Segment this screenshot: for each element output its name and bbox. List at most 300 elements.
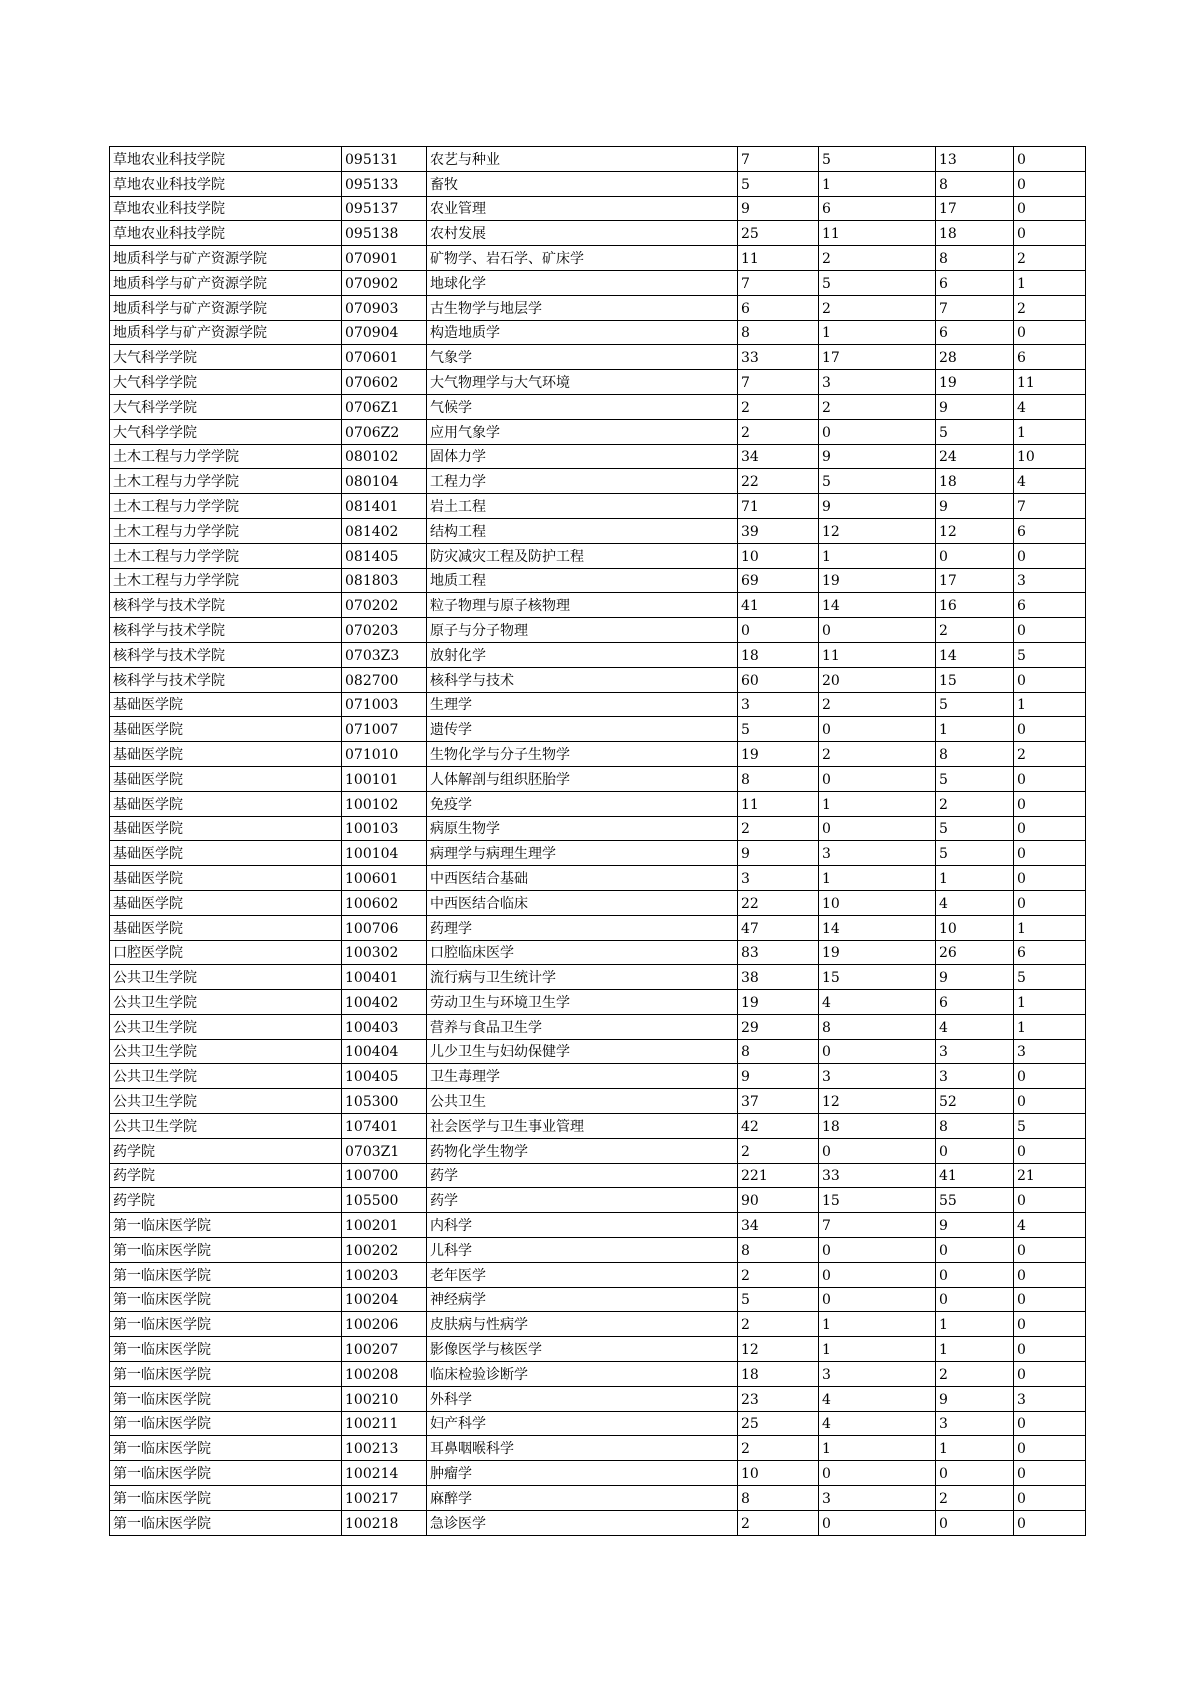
- value-cell-1: 39: [738, 518, 819, 543]
- value-cell-1: 22: [738, 890, 819, 915]
- college-cell: 口腔医学院: [110, 940, 342, 965]
- table-row: [110, 1039, 1086, 1064]
- program-name-cell: 药学: [427, 1188, 738, 1213]
- value-cell-2: 9: [819, 494, 936, 519]
- table-row: [110, 1089, 1086, 1114]
- value-cell-3: 3: [936, 1039, 1014, 1064]
- college-cell: 基础医学院: [110, 816, 342, 841]
- table-row: [110, 147, 1086, 172]
- value-cell-4: 0: [1014, 1287, 1086, 1312]
- value-cell-4: 0: [1014, 866, 1086, 891]
- value-cell-3: 2: [936, 791, 1014, 816]
- program-name-cell: 公共卫生: [427, 1089, 738, 1114]
- value-cell-2: 15: [819, 965, 936, 990]
- value-cell-3: 28: [936, 345, 1014, 370]
- value-cell-1: 22: [738, 469, 819, 494]
- program-name-cell: 固体力学: [427, 444, 738, 469]
- college-cell: 第一临床医学院: [110, 1461, 342, 1486]
- college-cell: 核科学与技术学院: [110, 642, 342, 667]
- table-row: [110, 667, 1086, 692]
- program-code-cell: 100206: [342, 1312, 427, 1337]
- value-cell-1: 10: [738, 543, 819, 568]
- value-cell-4: 0: [1014, 1337, 1086, 1362]
- value-cell-3: 4: [936, 890, 1014, 915]
- program-code-cell: 071007: [342, 717, 427, 742]
- value-cell-4: 0: [1014, 1089, 1086, 1114]
- value-cell-4: 7: [1014, 494, 1086, 519]
- program-code-cell: 080104: [342, 469, 427, 494]
- program-code-cell: 100208: [342, 1362, 427, 1387]
- value-cell-1: 42: [738, 1114, 819, 1139]
- value-cell-3: 19: [936, 370, 1014, 395]
- value-cell-4: 3: [1014, 1386, 1086, 1411]
- value-cell-3: 8: [936, 246, 1014, 271]
- program-name-cell: 中西医结合临床: [427, 890, 738, 915]
- program-name-cell: 神经病学: [427, 1287, 738, 1312]
- table-row: [110, 791, 1086, 816]
- table-row: [110, 1411, 1086, 1436]
- college-cell: 第一临床医学院: [110, 1411, 342, 1436]
- value-cell-1: 2: [738, 1436, 819, 1461]
- value-cell-3: 10: [936, 915, 1014, 940]
- value-cell-4: 0: [1014, 618, 1086, 643]
- college-cell: 大气科学学院: [110, 394, 342, 419]
- value-cell-4: 0: [1014, 890, 1086, 915]
- value-cell-4: 1: [1014, 419, 1086, 444]
- table-row: [110, 915, 1086, 940]
- table-row: [110, 370, 1086, 395]
- program-name-cell: 原子与分子物理: [427, 618, 738, 643]
- table-row: [110, 1337, 1086, 1362]
- table-row: [110, 1114, 1086, 1139]
- value-cell-3: 5: [936, 692, 1014, 717]
- value-cell-1: 2: [738, 419, 819, 444]
- value-cell-1: 47: [738, 915, 819, 940]
- program-name-cell: 皮肤病与性病学: [427, 1312, 738, 1337]
- value-cell-4: 0: [1014, 1238, 1086, 1263]
- value-cell-3: 1: [936, 866, 1014, 891]
- program-name-cell: 结构工程: [427, 518, 738, 543]
- program-name-cell: 外科学: [427, 1386, 738, 1411]
- table-row: [110, 196, 1086, 221]
- table-row: [110, 841, 1086, 866]
- program-code-cell: 100602: [342, 890, 427, 915]
- table-row: [110, 320, 1086, 345]
- value-cell-2: 4: [819, 990, 936, 1015]
- program-code-cell: 100213: [342, 1436, 427, 1461]
- college-cell: 药学院: [110, 1138, 342, 1163]
- value-cell-1: 7: [738, 270, 819, 295]
- value-cell-2: 0: [819, 1287, 936, 1312]
- program-code-cell: 100210: [342, 1386, 427, 1411]
- value-cell-3: 4: [936, 1014, 1014, 1039]
- value-cell-1: 3: [738, 866, 819, 891]
- program-name-cell: 儿少卫生与妇幼保健学: [427, 1039, 738, 1064]
- program-code-cell: 100217: [342, 1486, 427, 1511]
- college-cell: 地质科学与矿产资源学院: [110, 295, 342, 320]
- program-name-cell: 麻醉学: [427, 1486, 738, 1511]
- college-cell: 土木工程与力学学院: [110, 543, 342, 568]
- program-name-cell: 防灾减灾工程及防护工程: [427, 543, 738, 568]
- value-cell-4: 0: [1014, 320, 1086, 345]
- value-cell-1: 2: [738, 816, 819, 841]
- program-code-cell: 081405: [342, 543, 427, 568]
- value-cell-1: 23: [738, 1386, 819, 1411]
- program-code-cell: 100405: [342, 1064, 427, 1089]
- value-cell-2: 1: [819, 866, 936, 891]
- value-cell-1: 2: [738, 394, 819, 419]
- value-cell-2: 2: [819, 394, 936, 419]
- value-cell-2: 14: [819, 593, 936, 618]
- table-row: [110, 543, 1086, 568]
- program-code-cell: 070901: [342, 246, 427, 271]
- value-cell-4: 2: [1014, 742, 1086, 767]
- value-cell-2: 19: [819, 568, 936, 593]
- college-cell: 第一临床医学院: [110, 1386, 342, 1411]
- table-body: [110, 147, 1086, 1536]
- value-cell-4: 4: [1014, 394, 1086, 419]
- table-row: [110, 1213, 1086, 1238]
- program-name-cell: 妇产科学: [427, 1411, 738, 1436]
- value-cell-2: 0: [819, 419, 936, 444]
- value-cell-3: 8: [936, 1114, 1014, 1139]
- value-cell-1: 60: [738, 667, 819, 692]
- program-code-cell: 071003: [342, 692, 427, 717]
- value-cell-1: 19: [738, 990, 819, 1015]
- value-cell-1: 9: [738, 1064, 819, 1089]
- program-code-cell: 070902: [342, 270, 427, 295]
- table-row: [110, 593, 1086, 618]
- program-code-cell: 100102: [342, 791, 427, 816]
- program-code-cell: 100207: [342, 1337, 427, 1362]
- value-cell-4: 6: [1014, 345, 1086, 370]
- value-cell-4: 5: [1014, 1114, 1086, 1139]
- value-cell-2: 19: [819, 940, 936, 965]
- table-row: [110, 965, 1086, 990]
- college-cell: 土木工程与力学学院: [110, 568, 342, 593]
- value-cell-3: 3: [936, 1064, 1014, 1089]
- program-name-cell: 药物化学生物学: [427, 1138, 738, 1163]
- college-cell: 大气科学学院: [110, 370, 342, 395]
- value-cell-1: 41: [738, 593, 819, 618]
- college-cell: 第一临床医学院: [110, 1486, 342, 1511]
- value-cell-1: 11: [738, 791, 819, 816]
- value-cell-3: 3: [936, 1411, 1014, 1436]
- value-cell-3: 55: [936, 1188, 1014, 1213]
- value-cell-3: 24: [936, 444, 1014, 469]
- program-code-cell: 100201: [342, 1213, 427, 1238]
- college-cell: 大气科学学院: [110, 345, 342, 370]
- table-row: [110, 1238, 1086, 1263]
- college-cell: 基础医学院: [110, 717, 342, 742]
- program-name-cell: 流行病与卫生统计学: [427, 965, 738, 990]
- value-cell-2: 0: [819, 766, 936, 791]
- value-cell-2: 3: [819, 1362, 936, 1387]
- value-cell-2: 2: [819, 742, 936, 767]
- value-cell-3: 14: [936, 642, 1014, 667]
- value-cell-3: 8: [936, 171, 1014, 196]
- value-cell-1: 8: [738, 1039, 819, 1064]
- program-name-cell: 核科学与技术: [427, 667, 738, 692]
- program-code-cell: 100402: [342, 990, 427, 1015]
- value-cell-2: 4: [819, 1411, 936, 1436]
- value-cell-2: 17: [819, 345, 936, 370]
- value-cell-3: 9: [936, 1386, 1014, 1411]
- program-code-cell: 095131: [342, 147, 427, 172]
- value-cell-2: 1: [819, 1436, 936, 1461]
- value-cell-2: 4: [819, 1386, 936, 1411]
- value-cell-2: 7: [819, 1213, 936, 1238]
- program-name-cell: 内科学: [427, 1213, 738, 1238]
- program-code-cell: 100214: [342, 1461, 427, 1486]
- value-cell-3: 16: [936, 593, 1014, 618]
- value-cell-3: 0: [936, 543, 1014, 568]
- value-cell-3: 9: [936, 965, 1014, 990]
- value-cell-2: 12: [819, 518, 936, 543]
- program-code-cell: 070202: [342, 593, 427, 618]
- college-cell: 第一临床医学院: [110, 1213, 342, 1238]
- program-code-cell: 095137: [342, 196, 427, 221]
- value-cell-1: 2: [738, 1510, 819, 1535]
- value-cell-4: 1: [1014, 692, 1086, 717]
- program-name-cell: 卫生毒理学: [427, 1064, 738, 1089]
- program-name-cell: 生物化学与分子生物学: [427, 742, 738, 767]
- program-name-cell: 免疫学: [427, 791, 738, 816]
- college-cell: 基础医学院: [110, 866, 342, 891]
- table-row: [110, 1163, 1086, 1188]
- value-cell-4: 6: [1014, 518, 1086, 543]
- program-name-cell: 药理学: [427, 915, 738, 940]
- program-name-cell: 社会医学与卫生事业管理: [427, 1114, 738, 1139]
- college-cell: 基础医学院: [110, 890, 342, 915]
- value-cell-4: 11: [1014, 370, 1086, 395]
- program-name-cell: 药学: [427, 1163, 738, 1188]
- table-row: [110, 444, 1086, 469]
- program-code-cell: 100601: [342, 866, 427, 891]
- value-cell-2: 33: [819, 1163, 936, 1188]
- value-cell-4: 0: [1014, 717, 1086, 742]
- value-cell-4: 10: [1014, 444, 1086, 469]
- value-cell-3: 1: [936, 1436, 1014, 1461]
- table-row: [110, 618, 1086, 643]
- program-code-cell: 081401: [342, 494, 427, 519]
- value-cell-1: 8: [738, 1486, 819, 1511]
- college-cell: 第一临床医学院: [110, 1287, 342, 1312]
- college-cell: 草地农业科技学院: [110, 196, 342, 221]
- program-name-cell: 肿瘤学: [427, 1461, 738, 1486]
- value-cell-4: 0: [1014, 841, 1086, 866]
- program-name-cell: 岩土工程: [427, 494, 738, 519]
- value-cell-3: 26: [936, 940, 1014, 965]
- value-cell-2: 0: [819, 816, 936, 841]
- value-cell-4: 1: [1014, 915, 1086, 940]
- value-cell-1: 33: [738, 345, 819, 370]
- college-cell: 地质科学与矿产资源学院: [110, 320, 342, 345]
- value-cell-3: 18: [936, 469, 1014, 494]
- value-cell-3: 5: [936, 816, 1014, 841]
- college-cell: 药学院: [110, 1163, 342, 1188]
- program-code-cell: 100211: [342, 1411, 427, 1436]
- table-row: [110, 270, 1086, 295]
- college-cell: 公共卫生学院: [110, 1089, 342, 1114]
- value-cell-2: 0: [819, 1262, 936, 1287]
- value-cell-2: 12: [819, 1089, 936, 1114]
- college-cell: 大气科学学院: [110, 419, 342, 444]
- college-cell: 基础医学院: [110, 766, 342, 791]
- value-cell-2: 1: [819, 543, 936, 568]
- program-name-cell: 耳鼻咽喉科学: [427, 1436, 738, 1461]
- value-cell-2: 0: [819, 1138, 936, 1163]
- table-row: [110, 717, 1086, 742]
- program-code-cell: 100218: [342, 1510, 427, 1535]
- value-cell-2: 9: [819, 444, 936, 469]
- value-cell-3: 7: [936, 295, 1014, 320]
- value-cell-2: 3: [819, 841, 936, 866]
- table-row: [110, 990, 1086, 1015]
- value-cell-1: 25: [738, 221, 819, 246]
- table-row: [110, 1436, 1086, 1461]
- value-cell-3: 6: [936, 320, 1014, 345]
- value-cell-2: 10: [819, 890, 936, 915]
- college-cell: 核科学与技术学院: [110, 593, 342, 618]
- program-name-cell: 农艺与种业: [427, 147, 738, 172]
- value-cell-4: 0: [1014, 667, 1086, 692]
- table-row: [110, 419, 1086, 444]
- value-cell-4: 0: [1014, 1188, 1086, 1213]
- program-code-cell: 0703Z1: [342, 1138, 427, 1163]
- program-code-cell: 0706Z2: [342, 419, 427, 444]
- admissions-table: [109, 146, 1086, 1536]
- value-cell-3: 41: [936, 1163, 1014, 1188]
- program-code-cell: 100706: [342, 915, 427, 940]
- value-cell-1: 9: [738, 841, 819, 866]
- value-cell-3: 9: [936, 394, 1014, 419]
- program-name-cell: 儿科学: [427, 1238, 738, 1263]
- college-cell: 土木工程与力学学院: [110, 444, 342, 469]
- program-name-cell: 影像医学与核医学: [427, 1337, 738, 1362]
- value-cell-1: 7: [738, 147, 819, 172]
- value-cell-1: 2: [738, 1262, 819, 1287]
- value-cell-4: 5: [1014, 642, 1086, 667]
- value-cell-3: 0: [936, 1238, 1014, 1263]
- table-row: [110, 742, 1086, 767]
- program-name-cell: 老年医学: [427, 1262, 738, 1287]
- value-cell-3: 2: [936, 1362, 1014, 1387]
- value-cell-4: 4: [1014, 469, 1086, 494]
- value-cell-1: 8: [738, 766, 819, 791]
- program-name-cell: 古生物学与地层学: [427, 295, 738, 320]
- value-cell-1: 5: [738, 717, 819, 742]
- program-code-cell: 100202: [342, 1238, 427, 1263]
- value-cell-2: 2: [819, 295, 936, 320]
- program-name-cell: 气象学: [427, 345, 738, 370]
- program-code-cell: 070602: [342, 370, 427, 395]
- table-row: [110, 642, 1086, 667]
- value-cell-4: 5: [1014, 965, 1086, 990]
- table-row: [110, 1262, 1086, 1287]
- value-cell-3: 0: [936, 1461, 1014, 1486]
- value-cell-1: 5: [738, 1287, 819, 1312]
- program-name-cell: 气候学: [427, 394, 738, 419]
- value-cell-4: 0: [1014, 816, 1086, 841]
- program-code-cell: 070601: [342, 345, 427, 370]
- program-code-cell: 100103: [342, 816, 427, 841]
- college-cell: 地质科学与矿产资源学院: [110, 270, 342, 295]
- value-cell-2: 0: [819, 717, 936, 742]
- value-cell-3: 1: [936, 717, 1014, 742]
- value-cell-1: 10: [738, 1461, 819, 1486]
- program-code-cell: 071010: [342, 742, 427, 767]
- program-code-cell: 095133: [342, 171, 427, 196]
- program-name-cell: 粒子物理与原子核物理: [427, 593, 738, 618]
- program-name-cell: 农村发展: [427, 221, 738, 246]
- college-cell: 土木工程与力学学院: [110, 469, 342, 494]
- program-name-cell: 营养与食品卫生学: [427, 1014, 738, 1039]
- value-cell-2: 2: [819, 692, 936, 717]
- value-cell-4: 6: [1014, 940, 1086, 965]
- value-cell-3: 9: [936, 1213, 1014, 1238]
- college-cell: 土木工程与力学学院: [110, 518, 342, 543]
- table-row: [110, 766, 1086, 791]
- value-cell-3: 0: [936, 1510, 1014, 1535]
- program-code-cell: 100403: [342, 1014, 427, 1039]
- program-code-cell: 100104: [342, 841, 427, 866]
- table-row: [110, 394, 1086, 419]
- value-cell-4: 0: [1014, 1510, 1086, 1535]
- value-cell-4: 0: [1014, 1262, 1086, 1287]
- value-cell-1: 34: [738, 1213, 819, 1238]
- value-cell-4: 0: [1014, 1436, 1086, 1461]
- value-cell-1: 2: [738, 1312, 819, 1337]
- table-row: [110, 345, 1086, 370]
- value-cell-2: 0: [819, 1039, 936, 1064]
- program-code-cell: 100401: [342, 965, 427, 990]
- college-cell: 第一临床医学院: [110, 1436, 342, 1461]
- value-cell-2: 5: [819, 147, 936, 172]
- value-cell-2: 11: [819, 221, 936, 246]
- value-cell-2: 0: [819, 1461, 936, 1486]
- value-cell-4: 2: [1014, 246, 1086, 271]
- table-row: [110, 1386, 1086, 1411]
- value-cell-4: 6: [1014, 593, 1086, 618]
- value-cell-3: 5: [936, 766, 1014, 791]
- value-cell-1: 2: [738, 1138, 819, 1163]
- program-name-cell: 急诊医学: [427, 1510, 738, 1535]
- value-cell-1: 25: [738, 1411, 819, 1436]
- program-name-cell: 人体解剖与组织胚胎学: [427, 766, 738, 791]
- value-cell-2: 11: [819, 642, 936, 667]
- table-row: [110, 518, 1086, 543]
- table-row: [110, 221, 1086, 246]
- value-cell-4: 0: [1014, 1486, 1086, 1511]
- value-cell-1: 9: [738, 196, 819, 221]
- college-cell: 公共卫生学院: [110, 1014, 342, 1039]
- value-cell-4: 0: [1014, 1138, 1086, 1163]
- college-cell: 基础医学院: [110, 791, 342, 816]
- table-row: [110, 469, 1086, 494]
- table-row: [110, 1510, 1086, 1535]
- value-cell-2: 0: [819, 618, 936, 643]
- table-row: [110, 494, 1086, 519]
- table-row: [110, 890, 1086, 915]
- program-name-cell: 畜牧: [427, 171, 738, 196]
- value-cell-1: 3: [738, 692, 819, 717]
- program-name-cell: 大气物理学与大气环境: [427, 370, 738, 395]
- value-cell-3: 13: [936, 147, 1014, 172]
- program-name-cell: 劳动卫生与环境卫生学: [427, 990, 738, 1015]
- table-row: [110, 568, 1086, 593]
- value-cell-1: 83: [738, 940, 819, 965]
